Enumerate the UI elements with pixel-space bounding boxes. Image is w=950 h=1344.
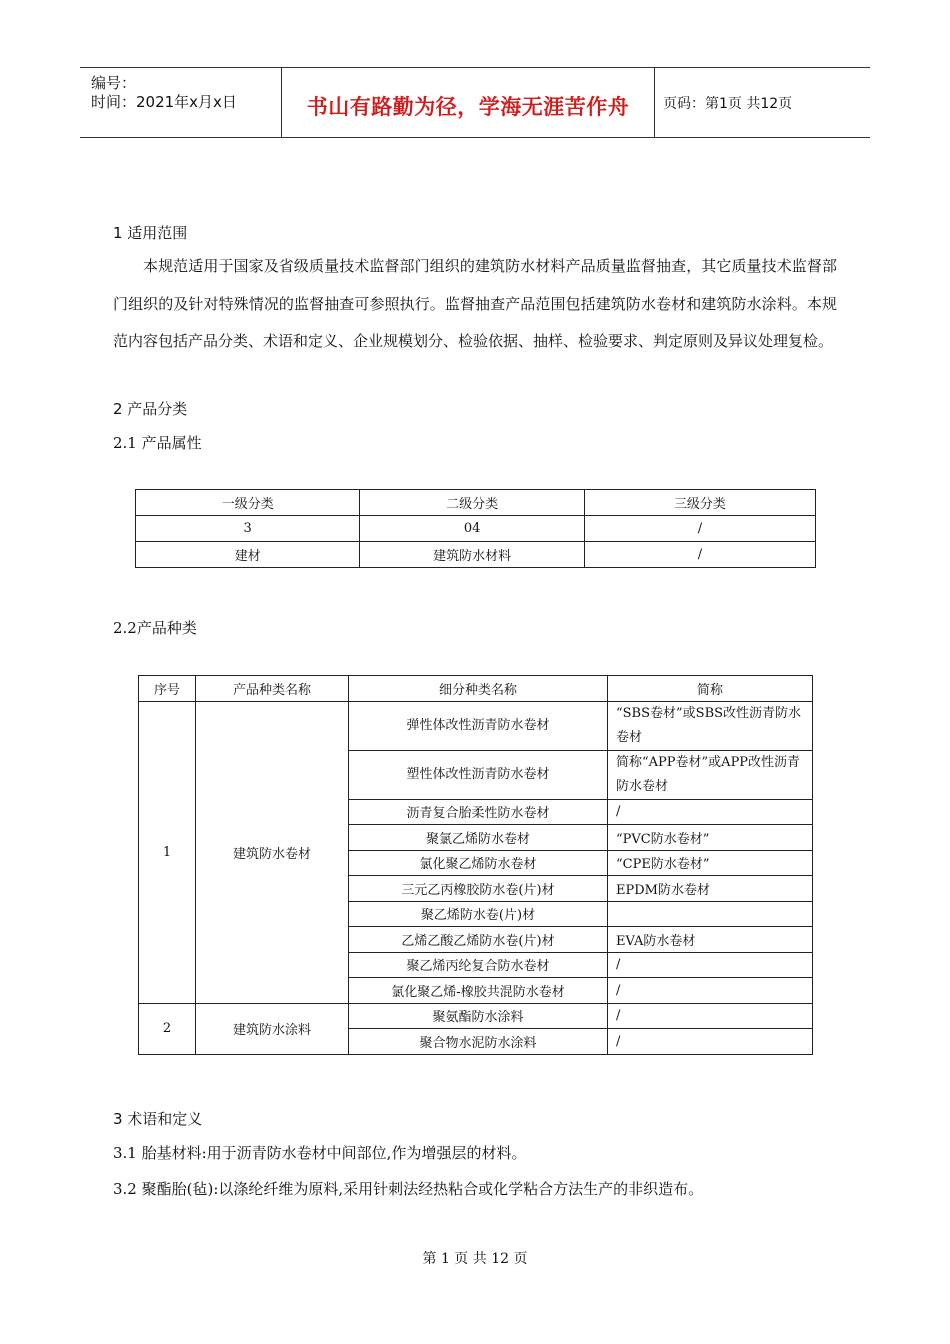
- sub-kind-cell: 聚氯乙烯防水卷材: [349, 825, 608, 851]
- header-page-cell: [654, 68, 870, 137]
- abbreviation-cell: 简称“APP卷材”或APP改性沥青防水卷材: [608, 750, 813, 799]
- table-row: [139, 1003, 813, 1029]
- header-meta: [80, 68, 281, 137]
- table-header-cell: 序号: [139, 676, 196, 702]
- table-header-cell: 二级分类: [360, 490, 584, 516]
- sub-kind-cell: 聚乙烯丙纶复合防水卷材: [349, 952, 608, 978]
- section-2-1-title: 2.1 产品属性: [113, 434, 202, 452]
- table-cell: 建材: [136, 542, 360, 568]
- header-page-info: 页码：第1页 共12页: [663, 96, 793, 112]
- table-row: [136, 516, 816, 542]
- group-name-cell: 建筑防水涂料: [196, 1003, 349, 1054]
- table-cell: 建筑防水材料: [360, 542, 584, 568]
- table-row: [139, 701, 813, 750]
- table-header-cell: 简称: [608, 676, 813, 702]
- abbreviation-cell: /: [608, 799, 813, 825]
- group-name-cell: 建筑防水卷材: [196, 701, 349, 1003]
- page-footer: 第 1 页 共 12 页: [422, 1251, 528, 1267]
- table-cell: 3: [136, 516, 360, 542]
- definition-3-2: 3.2 聚酯胎(毡):以涤纶纤维为原料,采用针刺法经热粘合或化学粘合方法生产的非织造布。: [113, 1180, 704, 1198]
- table-cell: 04: [360, 516, 584, 542]
- sub-kind-cell: 氯化聚乙烯-橡胶共混防水卷材: [349, 978, 608, 1004]
- abbreviation-cell: /: [608, 1003, 813, 1029]
- page-header: [80, 67, 870, 138]
- header-motto: 书山有路勤为径，学海无涯苦作舟: [306, 95, 630, 119]
- sub-kind-cell: 聚乙烯防水卷(片)材: [349, 901, 608, 927]
- sub-kind-cell: 弹性体改性沥青防水卷材: [349, 701, 608, 750]
- table-header-cell: 一级分类: [136, 490, 360, 516]
- section-2-title: 2 产品分类: [113, 400, 188, 418]
- sub-kind-cell: 塑性体改性沥青防水卷材: [349, 750, 608, 799]
- abbreviation-cell: EPDM防水卷材: [608, 876, 813, 902]
- abbreviation-cell: [608, 901, 813, 927]
- table-header-cell: 三级分类: [584, 490, 815, 516]
- table-header-cell: 产品种类名称: [196, 676, 349, 702]
- section-1-title: 1 适用范围: [113, 224, 188, 242]
- sub-kind-cell: 聚氨酯防水涂料: [349, 1003, 608, 1029]
- section-3-title: 3 术语和定义: [113, 1110, 203, 1128]
- table-header-row: [139, 676, 813, 702]
- group-number-cell: 1: [139, 701, 196, 1003]
- abbreviation-cell: “SBS卷材”或SBS改性沥青防水卷材: [608, 701, 813, 750]
- section-2-2-title: 2.2产品种类: [113, 619, 197, 637]
- header-motto-cell: [281, 68, 655, 137]
- sub-kind-cell: 聚合物水泥防水涂料: [349, 1029, 608, 1055]
- table-row: [136, 542, 816, 568]
- abbreviation-cell: EVA防水卷材: [608, 927, 813, 953]
- abbreviation-cell: “CPE防水卷材”: [608, 850, 813, 876]
- table-cell: /: [584, 542, 815, 568]
- table-header-cell: 细分种类名称: [349, 676, 608, 702]
- sub-kind-cell: 三元乙丙橡胶防水卷(片)材: [349, 876, 608, 902]
- definition-3-1: 3.1 胎基材料:用于沥青防水卷材中间部位,作为增强层的材料。: [113, 1144, 527, 1162]
- abbreviation-cell: /: [608, 1029, 813, 1055]
- document-date: 时间：2021年x月x日: [91, 93, 237, 111]
- sub-kind-cell: 氯化聚乙烯防水卷材: [349, 850, 608, 876]
- abbreviation-cell: “PVC防水卷材”: [608, 825, 813, 851]
- abbreviation-cell: /: [608, 952, 813, 978]
- document-number: 编号：: [91, 74, 137, 92]
- group-number-cell: 2: [139, 1003, 196, 1054]
- table-cell: /: [584, 516, 815, 542]
- table-header-row: [136, 490, 816, 516]
- product-attribute-table: [135, 489, 816, 568]
- section-1-body: 本规范适用于国家及省级质量技术监督部门组织的建筑防水材料产品质量监督抽查，其它质量技术监督部门组织的及针对特殊情况的监督抽查可参照执行。监督抽查产品范围包括建筑防水卷材和建筑防水涂料。本规范内容包括产品分类、术语和定义、企业规模划分、检验依据、抽样、检验要求、判定原则及异议处理复检。: [113, 257, 837, 350]
- product-kind-table: [138, 675, 813, 1055]
- sub-kind-cell: 乙烯乙酸乙烯防水卷(片)材: [349, 927, 608, 953]
- sub-kind-cell: 沥青复合胎柔性防水卷材: [349, 799, 608, 825]
- abbreviation-cell: /: [608, 978, 813, 1004]
